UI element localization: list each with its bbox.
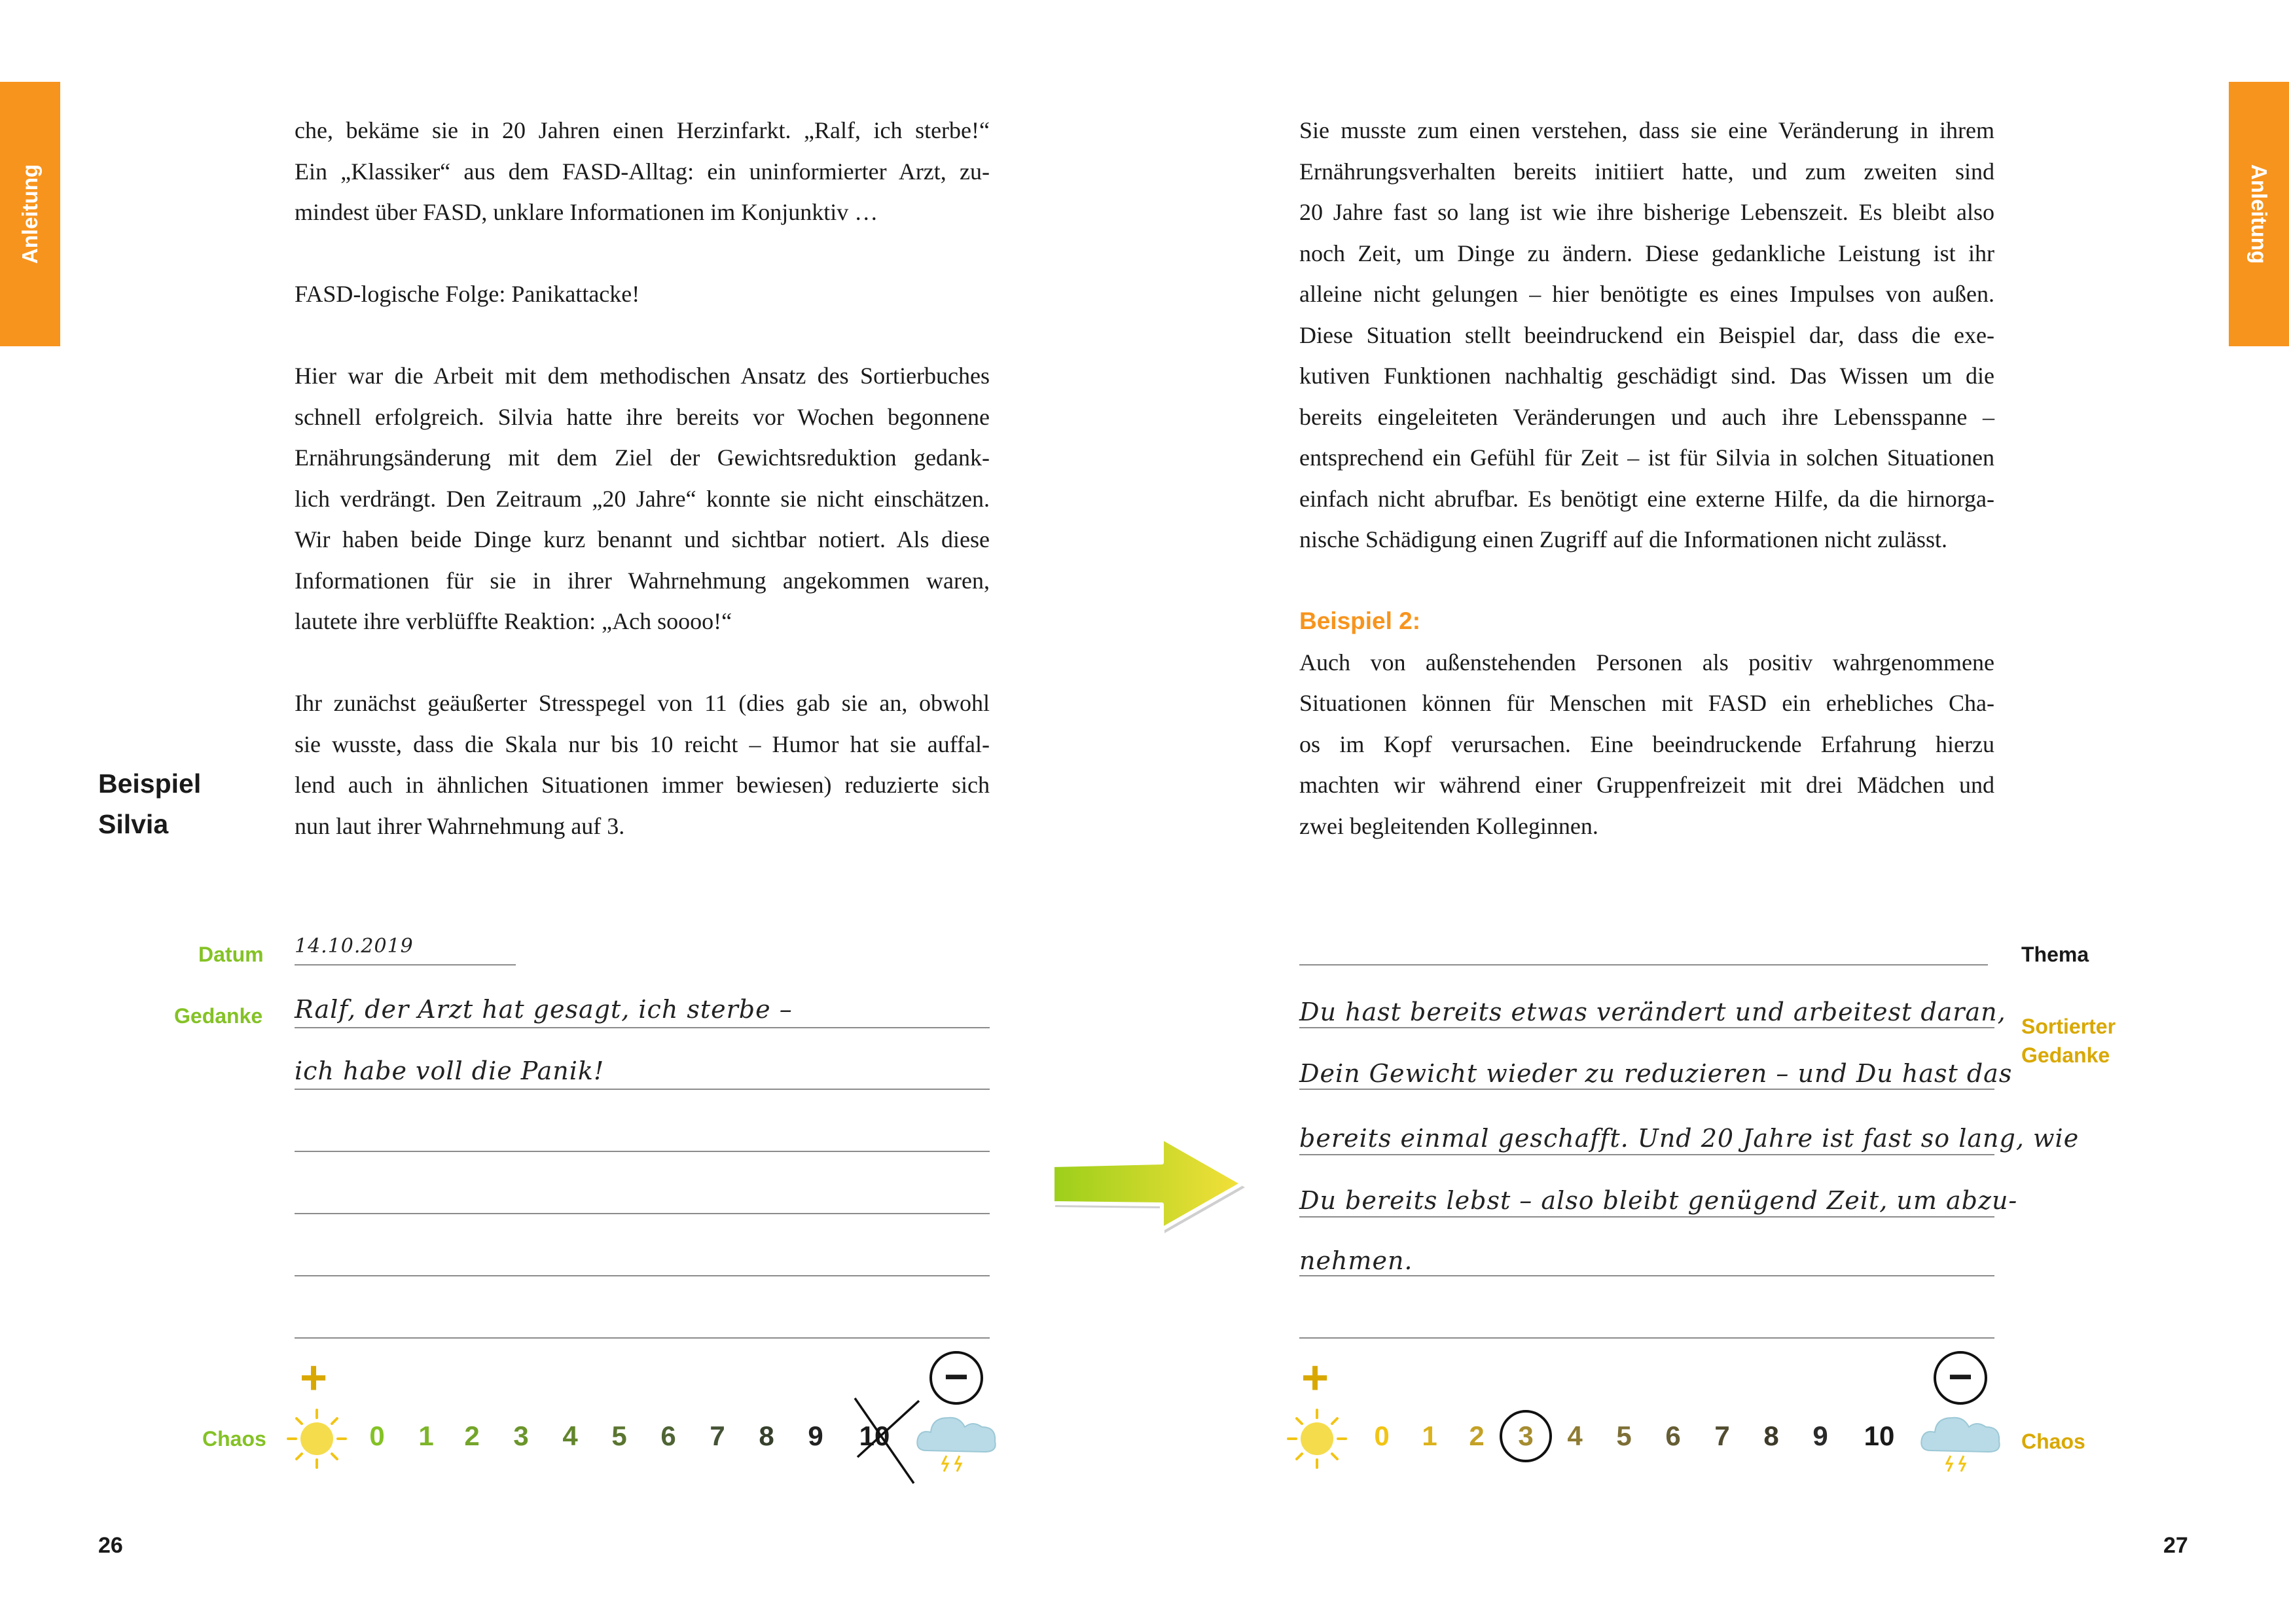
text-line: schnell erfolgreich. Silvia hatte ihre bereits vor Wochen begonnene: [295, 403, 990, 430]
sortiert-line-3[interactable]: bereits einmal geschafft. Und 20 Jahre ist fast so lang, wie: [1299, 1124, 2080, 1153]
thema-line: [1299, 964, 1988, 965]
scale-number[interactable]: 10: [1864, 1420, 1895, 1451]
gedanke-label: Gedanke: [174, 1004, 263, 1028]
writing-line: [295, 1337, 990, 1339]
text-line: Ernährungsverhalten bereits initiiert hatte, und zum zweiten sind: [1299, 158, 1994, 185]
text-line: nische Schädigung einen Zugriff auf die Informationen nicht zulässt.: [1299, 526, 1948, 552]
plus-icon: +: [300, 1352, 328, 1404]
side-heading-line: Beispiel: [98, 768, 202, 799]
scale-number[interactable]: 4: [562, 1420, 578, 1451]
sortiert-line-1[interactable]: Du hast bereits etwas verändert und arbeitest daran,: [1299, 998, 2006, 1026]
writing-line: [1299, 1275, 1994, 1276]
label-line: Gedanke: [2021, 1043, 2110, 1067]
page-number: 26: [98, 1533, 123, 1558]
text-line: kutiven Funktionen nachhaltig geschädigt sind. Das Wissen um die: [1299, 363, 1994, 389]
sortierter-gedanke-label: [2021, 1012, 2116, 1070]
scale-number[interactable]: 7: [710, 1420, 725, 1451]
scale-number[interactable]: 8: [759, 1420, 774, 1451]
thema-label: Thema: [2021, 943, 2089, 966]
text-line: Informationen für sie in ihrer Wahrnehmung angekommen waren,: [295, 567, 990, 594]
text-line: entsprechend ein Gefühl für Zeit – ist für Silvia in solchen Situationen: [1299, 444, 1994, 471]
scale-number[interactable]: 0: [1374, 1420, 1390, 1451]
scale-number[interactable]: 10: [859, 1420, 890, 1451]
writing-line: [295, 1213, 990, 1214]
scale-number[interactable]: 1: [418, 1420, 434, 1451]
writing-line: [295, 1151, 990, 1152]
scale-number[interactable]: 1: [1422, 1420, 1437, 1451]
label-line: Sortierter: [2021, 1015, 2116, 1038]
text-line: machten wir während einer Gruppenfreizeit mit drei Mädchen und: [1299, 772, 1994, 798]
left-body-text: [295, 110, 990, 846]
sun-icon: [285, 1407, 348, 1470]
section-tab-left: [0, 82, 60, 346]
section-tab-right: [2229, 82, 2289, 346]
minus-icon: −: [1934, 1351, 1987, 1405]
text-line: Ihr zunächst geäußerter Stresspegel von 11 (dies gab sie an, obwohl: [295, 690, 990, 716]
text-line: Ein „Klassiker“ aus dem FASD-Alltag: ein uninformierter Arzt, zu-: [295, 158, 990, 185]
scale-number[interactable]: 8: [1763, 1420, 1779, 1451]
section-tab-label: Anleitung: [2247, 164, 2271, 264]
scale-number[interactable]: 2: [464, 1420, 480, 1451]
minus-icon: −: [929, 1351, 983, 1405]
datum-value[interactable]: 14.10.2019: [295, 935, 414, 958]
writing-line: [1299, 1337, 1994, 1339]
scale-number[interactable]: 6: [660, 1420, 676, 1451]
chaos-label: Chaos: [202, 1427, 266, 1451]
text-line: Hier war die Arbeit mit dem methodischen Ansatz des Sortierbuches: [295, 363, 990, 389]
section-heading: Beispiel 2:: [1299, 607, 1421, 634]
writing-line: [1299, 1216, 1994, 1218]
text-line: Sie musste zum einen verstehen, dass sie eine Veränderung in ihrem: [1299, 117, 1994, 143]
gedanke-line-2[interactable]: ich habe voll die Panik!: [295, 1056, 605, 1085]
text-line: sie wusste, dass die Skala nur bis 10 reicht – Humor hat sie auffal-: [295, 731, 990, 757]
text-line: alleine nicht gelungen – hier benötigte es eines Impulses von außen.: [1299, 281, 1994, 307]
text-line: os im Kopf verursachen. Eine beeindruckende Erfahrung hierzu: [1299, 731, 1994, 757]
text-line: Situationen können für Menschen mit FASD ein erhebliches Cha-: [1299, 690, 1994, 716]
arrow-right-icon: [1047, 1131, 1250, 1236]
scale-number[interactable]: 5: [611, 1420, 627, 1451]
text-line: che, bekäme sie in 20 Jahren einen Herzinfarkt. „Ralf, ich sterbe!“: [295, 117, 990, 143]
text-line: noch Zeit, um Dinge zu ändern. Diese gedankliche Leistung ist ihr: [1299, 240, 1994, 266]
chaos-label: Chaos: [2021, 1430, 2085, 1453]
section-tab-label: Anleitung: [18, 164, 42, 264]
text-line: nun laut ihrer Wahrnehmung auf 3.: [295, 812, 625, 839]
writing-line: [1299, 1027, 1994, 1028]
scale-number[interactable]: 6: [1665, 1420, 1681, 1451]
sortiert-line-5[interactable]: nehmen.: [1299, 1246, 1413, 1275]
side-heading: [98, 763, 201, 844]
sun-icon: [1286, 1407, 1348, 1470]
scale-number[interactable]: 4: [1567, 1420, 1583, 1451]
text-line: zwei begleitenden Kolleginnen.: [1299, 812, 1598, 839]
sortiert-line-2[interactable]: Dein Gewicht wieder zu reduzieren – und Du hast das: [1299, 1059, 2013, 1088]
text-line: lend auch in ähnlichen Situationen immer bewiesen) reduzierte sich: [295, 772, 990, 798]
text-line: 20 Jahre fast so lang ist wie ihre bisherige Lebenszeit. Es bleibt also: [1299, 199, 1994, 225]
selection-circle: [1500, 1410, 1552, 1462]
text-line: Wir haben beide Dinge kurz benannt und sichtbar notiert. Als diese: [295, 526, 990, 552]
text-line: FASD-logische Folge: Panikattacke!: [295, 281, 640, 307]
text-line: bereits eingeleiteten Veränderungen und auch ihre Lebensspanne –: [1299, 403, 1994, 430]
right-body-text: [1299, 110, 1994, 846]
text-line: Diese Situation stellt beeindruckend ein Beispiel dar, dass die exe-: [1299, 321, 1994, 348]
text-line: mindest über FASD, unklare Informationen im Konjunktiv …: [295, 199, 878, 225]
writing-line: [295, 1089, 990, 1090]
storm-cloud-icon: [1917, 1407, 2006, 1475]
text-line: Ernährungsänderung mit dem Ziel der Gewichtsreduktion gedank-: [295, 444, 990, 471]
writing-line: [295, 1275, 990, 1276]
text-line: einfach nicht abrufbar. Es benötigt eine externe Hilfe, da die hirnorga-: [1299, 485, 1994, 512]
datum-label: Datum: [198, 943, 264, 966]
side-heading-line: Silvia: [98, 809, 169, 839]
writing-line: [1299, 1154, 1994, 1155]
text-line: lautete ihre verblüffte Reaktion: „Ach soooo!“: [295, 608, 732, 634]
datum-line: [295, 964, 516, 965]
scale-number[interactable]: 2: [1469, 1420, 1485, 1451]
writing-line: [295, 1027, 990, 1028]
gedanke-line-1[interactable]: Ralf, der Arzt hat gesagt, ich sterbe –: [295, 995, 793, 1024]
text-line: Auch von außenstehenden Personen als positiv wahrgenommene: [1299, 649, 1994, 676]
scale-number[interactable]: 3: [1518, 1420, 1534, 1451]
scale-number[interactable]: 5: [1616, 1420, 1632, 1451]
page-number: 27: [2163, 1533, 2188, 1558]
scale-number[interactable]: 9: [808, 1420, 823, 1451]
scale-number[interactable]: 0: [369, 1420, 385, 1451]
text-line: lich verdrängt. Den Zeitraum „20 Jahre“ konnte sie nicht einschätzen.: [295, 485, 990, 512]
scale-number[interactable]: 9: [1812, 1420, 1828, 1451]
writing-line: [1299, 1089, 1994, 1090]
scale-number[interactable]: 3: [513, 1420, 529, 1451]
sortiert-line-4[interactable]: Du bereits lebst – also bleibt genügend Zeit, um abzu-: [1299, 1186, 2018, 1215]
scale-number[interactable]: 7: [1714, 1420, 1730, 1451]
plus-icon: +: [1301, 1352, 1329, 1404]
storm-cloud-icon: [912, 1407, 1001, 1475]
